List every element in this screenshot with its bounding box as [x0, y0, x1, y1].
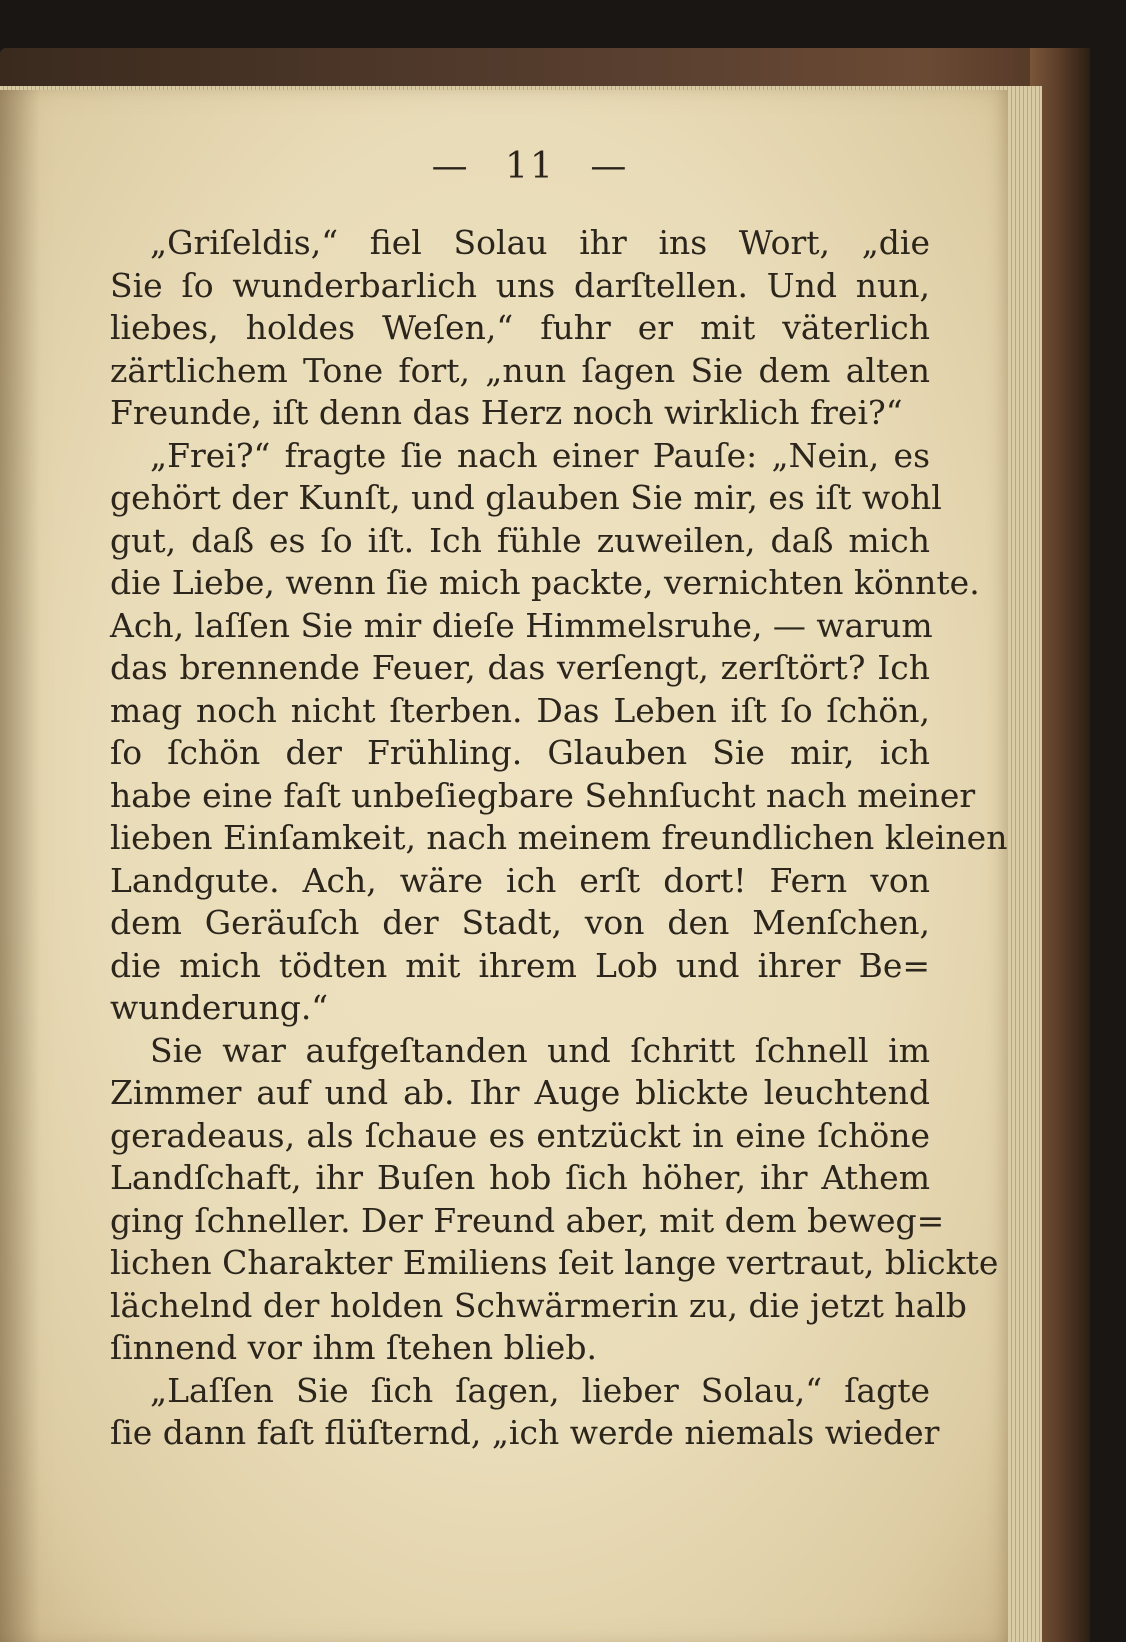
text-line: gehört der Kunſt, und glauben Sie mir, es iſt wohl: [110, 478, 942, 517]
text-line: liebes, holdes Weſen,“ fuhr er mit väterlich: [110, 308, 930, 347]
page-number-left-dash: —: [431, 146, 470, 187]
text-line: ging ſchneller. Der Freund aber, mit dem beweg=: [110, 1200, 945, 1240]
text-line: die mich tödten mit ihrem Lob und ihrer Be=: [110, 945, 930, 985]
text-line: Ach, laſſen Sie mir dieſe Himmelsruhe, — warum: [110, 605, 933, 645]
text-line: Sie ſo wunderbarlich uns darſtellen. Und nun,: [110, 265, 930, 305]
page-number: [0, 146, 1060, 187]
text-line: „Griſeldis,“ fiel Solau ihr ins Wort, „die: [150, 223, 930, 262]
text-line: Landgute. Ach, wäre ich erſt dort! Fern von: [110, 860, 930, 900]
text-line: Zimmer auf und ab. Ihr Auge blickte leuchtend: [110, 1073, 930, 1112]
text-line: lieben Einſamkeit, nach meinem freundlichen kleinen: [110, 818, 1008, 857]
page-number-value: 11: [505, 146, 555, 187]
text-line: lächelnd der holden Schwärmerin zu, die jetzt halb: [110, 1285, 967, 1325]
page-number-right-dash: —: [590, 146, 629, 187]
text-line: dem Geräuſch der Stadt, von den Menſchen,: [110, 903, 930, 942]
text-line: wunderung.“: [110, 988, 329, 1027]
gutter-shadow: [0, 90, 40, 1642]
text-line: ſinnend vor ihm ſtehen blieb.: [110, 1328, 597, 1367]
text-line: „Laſſen Sie ſich ſagen, lieber Solau,“ ſagte: [150, 1370, 930, 1410]
text-line: Freunde, iſt denn das Herz noch wirklich frei?“: [110, 393, 903, 432]
text-line: gut, daß es ſo iſt. Ich fühle zuweilen, daß mich: [110, 520, 930, 560]
text-line: lichen Charakter Emiliens ſeit lange vertraut, blickte: [110, 1243, 999, 1282]
text-line: zärtlichem Tone fort, „nun ſagen Sie dem alten: [110, 350, 930, 390]
text-line: ſo ſchön der Frühling. Glauben Sie mir, ich: [110, 733, 930, 772]
text-line: Landſchaft, ihr Buſen hob ſich höher, ihr Athem: [110, 1158, 930, 1197]
body-text: [110, 222, 1008, 1455]
text-line: das brennende Feuer, das verſengt, zerſtört? Ich: [110, 648, 930, 687]
text-line: Sie war aufgeſtanden und ſchritt ſchnell im: [150, 1030, 930, 1070]
text-line: geradeaus, als ſchaue es entzückt in eine ſchöne: [110, 1115, 930, 1155]
text-line: mag noch nicht ſterben. Das Leben iſt ſo ſchön,: [110, 690, 930, 730]
text-line: „Frei?“ fragte ſie nach einer Pauſe: „Nein, es: [150, 435, 930, 475]
text-line: ſie dann faſt flüſternd, „ich werde niemals wieder: [110, 1413, 940, 1452]
text-line: habe eine faſt unbeſiegbare Sehnſucht nach meiner: [110, 775, 976, 815]
text-line: die Liebe, wenn ſie mich packte, vernichten könnte.: [110, 563, 980, 602]
